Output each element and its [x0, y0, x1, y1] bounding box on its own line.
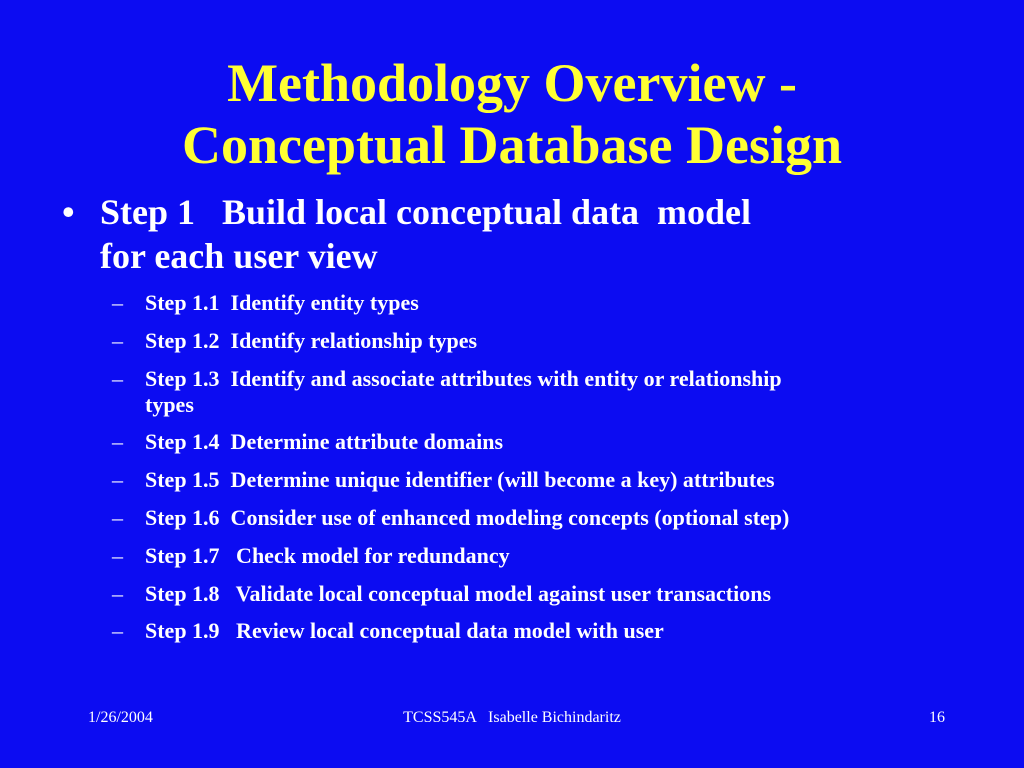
dash-bullet-icon: – — [112, 327, 123, 353]
sub-bullet-text: Step 1.3 Identify and associate attributes with entity or relationship types — [145, 365, 782, 417]
sub-bullet-text: Step 1.8 Validate local conceptual model against user transactions — [145, 580, 772, 606]
sub-bullet-text: Step 1.4 Determine attribute domains — [145, 429, 504, 455]
sub-bullet-list — [112, 290, 992, 656]
main-bullet-text: Step 1 Build local conceptual data model for each user view — [100, 192, 752, 276]
dash-bullet-icon: – — [112, 467, 123, 493]
sub-bullet-text: Step 1.1 Identify entity types — [145, 290, 419, 315]
sub-bullet-item — [112, 290, 992, 316]
sub-bullet-text: Step 1.2 Identify relationship types — [145, 327, 478, 353]
slide-title — [0, 52, 1024, 176]
dash-bullet-icon: – — [112, 542, 123, 568]
slide-title-line-1: Methodology Overview - — [227, 53, 797, 113]
sub-bullet-text: Step 1.6 Consider use of enhanced modeling concepts (optional step) — [145, 504, 790, 530]
dash-bullet-icon: – — [112, 365, 123, 391]
bullet-dot-icon: • — [62, 192, 75, 232]
sub-bullet-text: Step 1.7 Check model for redundancy — [145, 542, 510, 568]
dash-bullet-icon: – — [112, 580, 123, 606]
dash-bullet-icon: – — [112, 504, 123, 530]
dash-bullet-icon: – — [112, 290, 123, 315]
sub-bullet-text: Step 1.5 Determine unique identifier (will become a key) attributes — [145, 467, 775, 493]
footer-date: 1/26/2004 — [88, 709, 153, 726]
sub-bullet-item — [112, 543, 992, 569]
sub-bullet-item — [112, 429, 992, 455]
sub-bullet-item — [112, 505, 992, 531]
sub-bullet-item — [112, 328, 992, 354]
sub-bullet-item — [112, 467, 992, 493]
sub-bullet-item — [112, 366, 992, 418]
sub-bullet-item — [112, 618, 992, 644]
footer-page-number: 16 — [929, 709, 945, 726]
sub-bullet-text: Step 1.9 Review local conceptual data model with user — [145, 618, 664, 644]
slide-title-line-2: Conceptual Database Design — [181, 115, 843, 175]
main-bullet — [62, 190, 962, 278]
footer-course-author: TCSS545A Isabelle Bichindaritz — [403, 709, 621, 726]
dash-bullet-icon: – — [112, 429, 123, 455]
dash-bullet-icon: – — [112, 618, 123, 644]
sub-bullet-item — [112, 581, 992, 607]
